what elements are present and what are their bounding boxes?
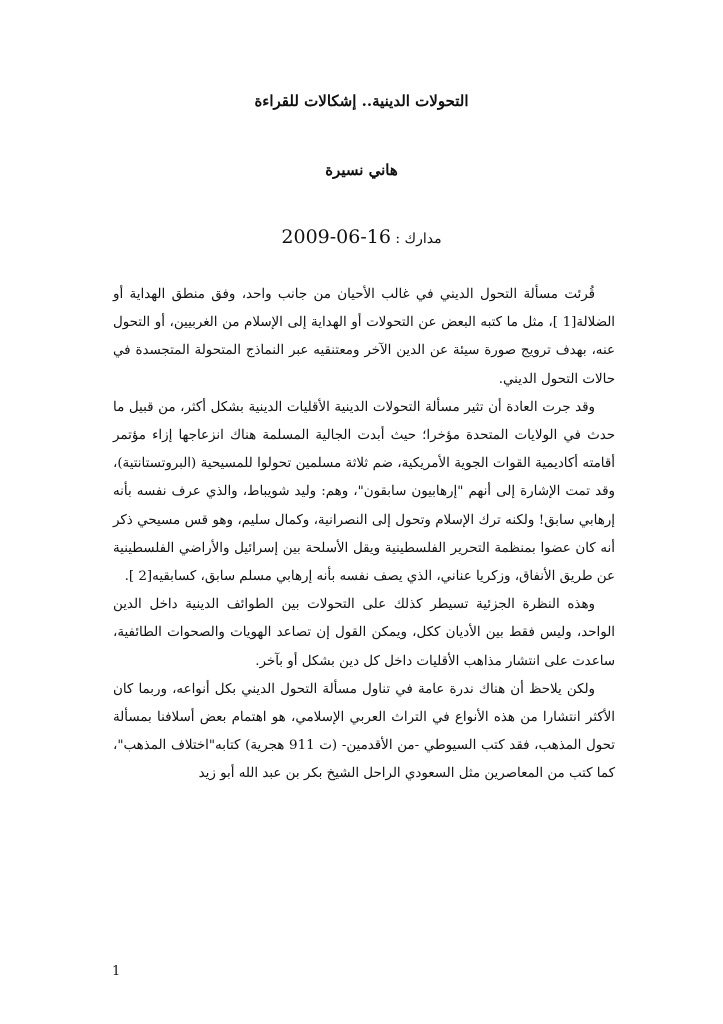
author-name: هاني نسيرة [325, 161, 398, 179]
paragraph: وقد جرت العادة أن تثير مسألة التحولات الدينية الأقليات الدينية بشكل أكثر، من قبيل ما حدث في الولايات المتحدة مؤخرا؛ حيث أبدت الجالية المسلمة هناك انزعاجها إزاء مؤتمر أقامته أكاديمية القوات الجوية الأمريكية، ضم ثلاثة مسلمين تحولوا للمسيحية (البروتستانتية)، وقد تمت الإشارة إلى أنهم "إرهابيون سابقون"، وهم: وليد شويباط، والذي عرف نفسه بأنه إرهابي سابق! ولكنه ترك الإسلام وتحول إلى النصرانية، وكمال سليم، وهو قس مسيحي ذكر أنه كان عضوا بمنظمة التحرير الفلسطينية ويقل الأسلحة بين إسرائيل والأراضي الفلسطينية عن طريق الأنفاق، وزكريا عناني، الذي يصف نفسه بأنه إرهابي مسلم سابق، كسابقيه[2 ]. [113, 399, 615, 585]
paragraph: ولكن يلاحظ أن هناك ندرة عامة في تناول مسألة التحول الديني بكل أنواعه، وربما كان الأكثر انتشارا من هذه الأنواع في التراث العربي الإسلامي، هو اهتمام بعض أسلافنا بمسألة تحول المذهب، فقد كتب السيوطي -من الأقدمين- (ت 911 هجرية) كتابه"اختلاف المذهب"، كما كتب من المعاصرين مثل السعودي الراحل الشيخ بكر بن عبد الله أبو زيد [113, 681, 615, 782]
paragraph: وهذه النظرة الجزئية تسيطر كذلك على التحولات بين الطوائف الدينية داخل الدين الواحد، وليس فقط بين الأديان ككل، ويمكن القول إن تصاعد الهويات والصحوات الطائفية، ساعدت على انتشار مذاهب الأقليات داخل كل دين بشكل أو بآخر. [113, 597, 615, 669]
paragraph: قُرئت مسألة التحول الديني في غالب الأحيان من جانب واحد، وفق منطق الهداية أو الضلالة[1 ]، مثل ما كتبه البعض عن التحولات أو الهداية إلى الإسلام من الغربيين، أو التحول عنه، بهدف ترويج صورة سيئة عن الدين الآخر ومعتنقيه عبر النماذج المتحولة المتجسدة في حالات التحول الديني. [113, 287, 615, 387]
article-title: التحولات الدينية.. إشكالات للقراءة [254, 92, 469, 110]
article-body [113, 281, 615, 789]
date-label: مدارك : [395, 231, 442, 247]
page-number: 1 [112, 964, 121, 979]
publication-date-line [0, 226, 723, 248]
date-value: 2009-06-16 [281, 226, 391, 248]
